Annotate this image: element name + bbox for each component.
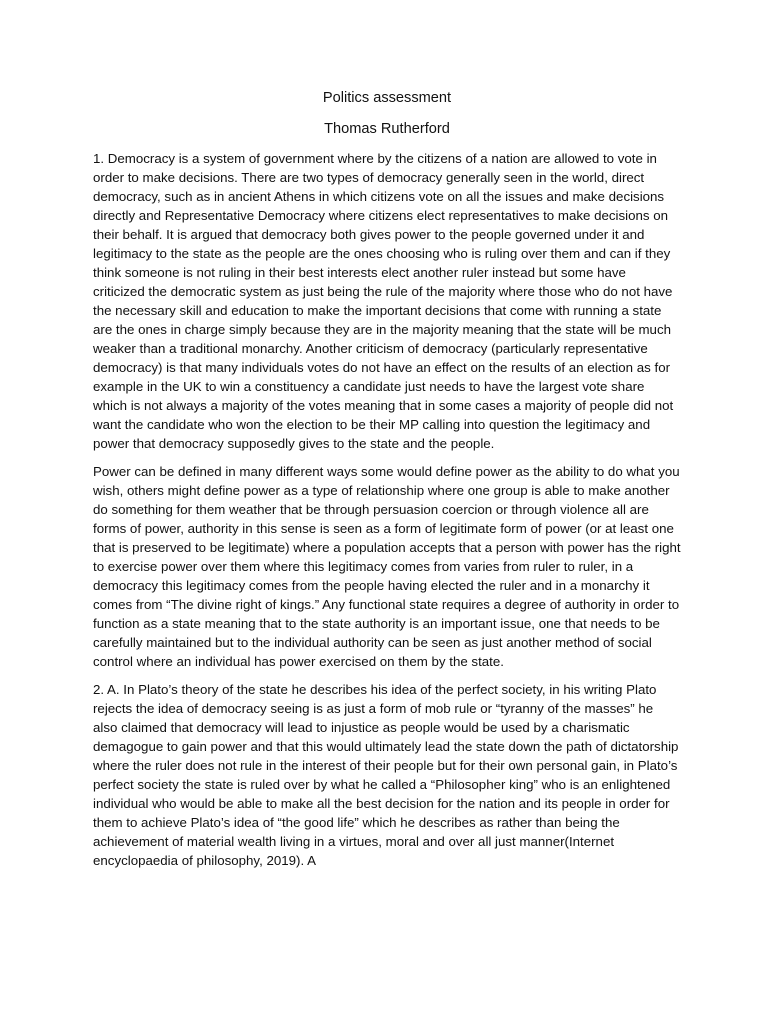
- document-author: Thomas Rutherford: [324, 121, 450, 137]
- paragraph-democracy: 1. Democracy is a system of government where by the citizens of a nation are allowed to vote in order to make decisions. There are two types of democracy generally seen in the world, direct democracy, such as in ancient Athens in which citizens vote on all the issues and make decisions directly and Representative Democracy where citizens elect representatives to make decisions on their behalf. It is argued that democracy both gives power to the people governed under it and legitimacy to the state as the people are the ones choosing who is ruling over them and can if they think someone is not ruling in their best interests elect another ruler instead but some have criticized the democratic system as just being the rule of the majority where those who do not have the necessary skill and education to make the important decisions that come with running a state are the ones in charge simply because they are in the majority meaning that the state will be much weaker than a traditional monarchy. Another criticism of democracy (particularly representative democracy) is that many individuals votes do not have an effect on the results of an election as for example in the UK to win a constituency a candidate just needs to have the largest vote share which is not always a majority of the votes meaning that in some cases a majority of people did not want the candidate who won the election to be their MP calling into question the legitimacy and power that democracy supposedly gives to the state and the people.: [93, 151, 674, 451]
- paragraph-power: Power can be defined in many different ways some would define power as the ability to do what you wish, others might define power as a type of relationship where one group is able to make another do something for them weather that be through persuasion coercion or through violence all are forms of power, authority in this sense is seen as a form of legitimate form of power (or at least one that is preserved to be legitimate) where a population accepts that a person with power has the right to exercise power over them where this legitimacy comes from varies from ruler to ruler, in a democracy this legitimacy comes from the people having elected the ruler and in a monarchy it comes from “The divine right of kings.” Any functional state requires a degree of authority in order to function as a state meaning that to the state authority is an important issue, one that needs to be carefully maintained but to the individual authority can be seen as just another method of social control where an individual has power exercised on them by the state.: [93, 464, 681, 669]
- document-title: Politics assessment: [322, 90, 452, 106]
- paragraph-plato: 2. A. In Plato’s theory of the state he describes his idea of the perfect society, in his writing Plato rejects the idea of democracy seeing is as just a form of mob rule or “tyranny of the masses” he also claimed that democracy will lead to injustice as people would be used by a charismatic demagogue to gain power and that this would ultimately lead the state down the path of dictatorship where the ruler does not rule in the interest of their people but for their own personal gain, in Plato’s perfect society the state is ruled over by what he called a “Philosopher king” who is an enlightened individual who would be able to make all the best decision for the nation and its people in order for them to achieve Plato’s idea of “the good life” which he describes as rather than being the achievement of material wealth living in a virtues, moral and over all just manner(Internet encyclopaedia of philosophy, 2019). A: [93, 682, 679, 868]
- document-body: [93, 87, 681, 879]
